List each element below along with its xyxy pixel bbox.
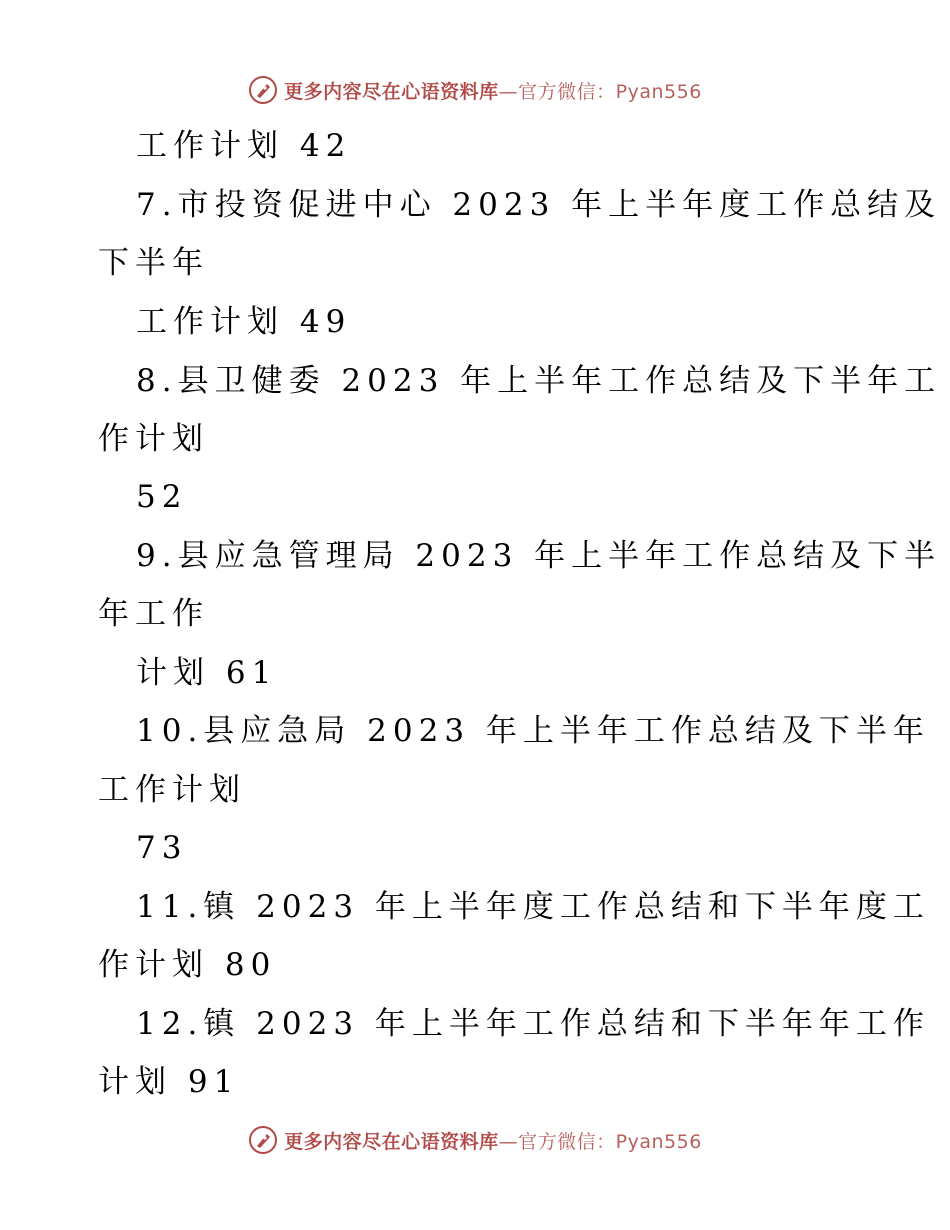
watermark-dash: — <box>498 80 519 103</box>
toc-line: 计划 61 <box>136 655 278 691</box>
footer-watermark <box>0 1120 950 1160</box>
toc-line: 12.镇 2023 年上半年工作总结和下半年年工作 <box>136 1006 930 1042</box>
toc-line: 10.县应急局 2023 年上半年工作总结及下半年 <box>136 713 930 749</box>
toc-line: 工作计划 42 <box>136 128 352 164</box>
toc-line: 年工作 <box>98 596 209 632</box>
toc-line: 73 <box>136 830 188 866</box>
pen-nib-logo-icon <box>248 75 278 105</box>
watermark-dash: — <box>498 1130 519 1153</box>
toc-line: 计划 91 <box>98 1064 240 1100</box>
watermark-text <box>284 1127 702 1154</box>
toc-line: 工作计划 49 <box>136 304 352 340</box>
toc-line: 52 <box>136 479 188 515</box>
toc-line: 11.镇 2023 年上半年度工作总结和下半年度工 <box>136 889 930 925</box>
toc-line: 作计划 <box>98 421 209 457</box>
watermark-text <box>284 77 702 104</box>
watermark-suffix: 官方微信：Pyan556 <box>518 1130 702 1153</box>
header-watermark <box>0 70 950 110</box>
toc-line: 8.县卫健委 2023 年上半年工作总结及下半年工 <box>136 363 942 399</box>
toc-line: 下半年 <box>98 245 209 281</box>
pen-nib-logo-icon <box>248 1125 278 1155</box>
toc-line: 作计划 80 <box>98 947 277 983</box>
watermark-main: 更多内容尽在心语资料库 <box>284 1130 499 1153</box>
toc-line: 7.市投资促进中心 2023 年上半年度工作总结及 <box>136 187 942 223</box>
toc-line: 工作计划 <box>98 772 246 808</box>
watermark-suffix: 官方微信：Pyan556 <box>518 80 702 103</box>
watermark-main: 更多内容尽在心语资料库 <box>284 80 499 103</box>
toc-line: 9.县应急管理局 2023 年上半年工作总结及下半 <box>136 538 942 574</box>
